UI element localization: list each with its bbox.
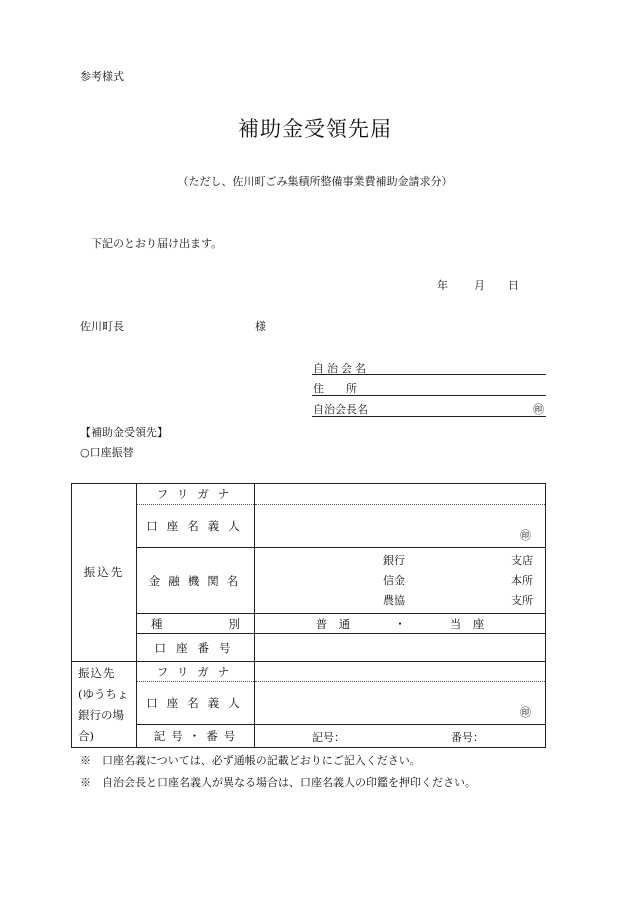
holder-label: 口座名義人	[146, 519, 249, 533]
intro-text: 下記のとおり届け出ます。	[91, 237, 223, 250]
table-row	[72, 505, 546, 548]
yucho-furigana-label: フリガナ	[156, 664, 239, 679]
chief-label: 自治会長名	[313, 403, 368, 416]
table-row	[72, 662, 546, 682]
date-year: 年	[437, 279, 448, 292]
institution-label: 金融機関名	[148, 573, 247, 588]
yucho-holder-label-cell	[137, 682, 255, 725]
holder-seal: ㊞	[520, 529, 531, 542]
institution-input[interactable]	[255, 548, 546, 614]
bank-label: 銀行	[383, 554, 405, 567]
sub-office-label: 支所	[511, 594, 533, 607]
addressee-honorific: 様	[255, 320, 266, 333]
yucho-side-line3: 銀行の場	[78, 707, 124, 722]
table-row	[72, 614, 546, 634]
yucho-holder-seal: ㊞	[520, 706, 531, 719]
furigana-input[interactable]	[255, 484, 546, 505]
association-line	[312, 374, 546, 375]
futsu-option[interactable]: 普 通	[315, 616, 351, 631]
transfer-side-label: 振込先	[83, 565, 125, 579]
head-office-label: 本所	[511, 574, 533, 587]
note-1: ※ 口座名義については、必ず通帳の記載どおりにご記入ください。	[80, 754, 421, 767]
association-label: 自治会名	[313, 362, 369, 375]
kigo-label: 記号：	[312, 731, 345, 744]
table-row	[72, 682, 546, 725]
transfer-side-cell	[72, 484, 137, 662]
account-no-label: 口座番号	[154, 640, 241, 655]
yucho-side-line2: (ゆうちょ	[78, 686, 129, 701]
table-row	[72, 634, 546, 662]
holder-input[interactable]	[255, 505, 546, 548]
yucho-furigana-input[interactable]	[255, 662, 546, 682]
type-label-a: 種	[151, 616, 163, 631]
address-label: 住 所	[313, 382, 357, 395]
yucho-furigana-label-cell	[137, 662, 255, 682]
option-separator: ・	[394, 616, 406, 631]
toza-option[interactable]: 当 座	[449, 616, 485, 631]
date-month: 月	[474, 279, 485, 292]
page-subtitle: （ただし、佐川町ごみ集積所整備事業費補助金請求分）	[177, 175, 453, 188]
address-line	[312, 395, 546, 396]
yucho-holder-input[interactable]	[255, 682, 546, 725]
account-no-input[interactable]	[255, 634, 546, 662]
furigana-label-cell	[137, 484, 255, 505]
date-day: 日	[508, 279, 519, 292]
transfer-table	[71, 483, 546, 748]
furigana-label: フリガナ	[156, 487, 239, 501]
holder-label-cell	[137, 505, 255, 548]
addressee-name: 佐川町長	[80, 320, 124, 333]
table-row	[72, 484, 546, 505]
section-heading: 【補助金受領先】	[80, 426, 168, 439]
type-label-cell	[137, 614, 255, 634]
branch-label: 支店	[511, 554, 533, 567]
yucho-side-line4: 合)	[78, 728, 94, 743]
bango-label: 番号：	[451, 731, 484, 744]
institution-label-cell	[137, 548, 255, 614]
yucho-side-cell	[72, 662, 137, 748]
kigo-bango-label: 記号・番号	[153, 729, 242, 743]
chief-line	[312, 416, 546, 417]
account-type-cell[interactable]	[255, 614, 546, 634]
form-label: 参考様式	[80, 70, 124, 83]
nokyo-label: 農協	[383, 594, 405, 607]
yucho-holder-label: 口座名義人	[146, 696, 249, 710]
note-2: ※ 自治会長と口座名義人が異なる場合は、口座名義人の印鑑を押印ください。	[80, 776, 476, 789]
yucho-side-line1: 振込先	[78, 665, 116, 680]
table-row	[72, 548, 546, 614]
payment-method: ○口座振替	[80, 446, 134, 459]
kigo-bango-input[interactable]	[255, 725, 546, 748]
type-label-b: 別	[228, 616, 240, 631]
page-title: 補助金受領先届	[238, 117, 392, 141]
table-row	[72, 725, 546, 748]
kigo-bango-label-cell	[137, 725, 255, 748]
chief-seal: ㊞	[533, 403, 544, 416]
shinkin-label: 信金	[383, 574, 405, 587]
account-no-label-cell	[137, 634, 255, 662]
